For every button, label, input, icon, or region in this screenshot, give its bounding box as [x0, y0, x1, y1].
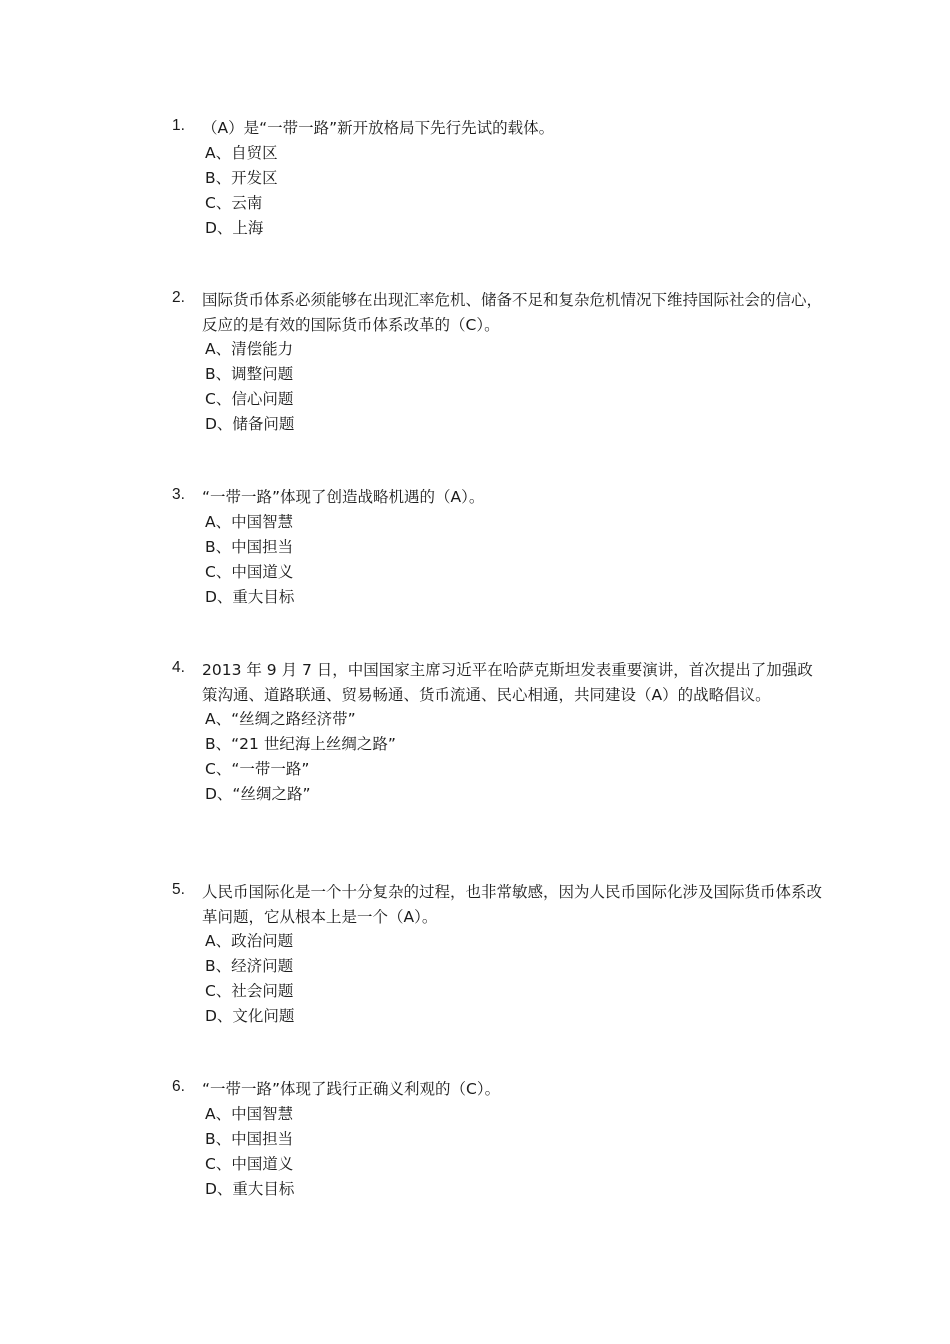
- question-number: 4.: [172, 659, 185, 676]
- option-a: A、政治问题: [205, 932, 294, 950]
- option-c: C、云南: [205, 193, 263, 212]
- question-number: 2.: [172, 289, 185, 306]
- option-a: A、清偿能力: [205, 340, 294, 358]
- option-d: D、文化问题: [205, 1007, 295, 1025]
- question-text: 2013 年 9 月 7 日，中国国家主席习近平在哈萨克斯坦发表重要演讲，首次提出了加强政策沟通、道路联通、贸易畅通、货币流通、民心相通，共同建设（A）的战略倡议。: [202, 661, 813, 704]
- option-d: D、上海: [205, 218, 264, 237]
- question-1: [172, 116, 822, 241]
- question-text: （A）是“一带一路”新开放格局下先行先试的载体。: [202, 119, 555, 137]
- option-b: B、“21 世纪海上丝绸之路”: [205, 735, 396, 753]
- option-a: A、“丝绸之路经济带”: [205, 710, 356, 728]
- question-3: [172, 485, 822, 610]
- question-number: 5.: [172, 881, 185, 898]
- question-number: 6.: [172, 1078, 185, 1095]
- option-d: D、重大目标: [205, 1179, 295, 1198]
- option-b: B、中国担当: [205, 537, 294, 556]
- question-text: “一带一路”体现了创造战略机遇的（A）。: [202, 488, 485, 506]
- option-b: B、中国担当: [205, 1129, 294, 1148]
- question-number: 1.: [172, 117, 185, 134]
- option-list: [172, 1102, 822, 1202]
- option-list: [172, 337, 822, 437]
- question-5: [172, 880, 822, 1029]
- question-2: [172, 288, 822, 437]
- option-a: A、中国智慧: [205, 512, 294, 531]
- question-text: 人民币国际化是一个十分复杂的过程，也非常敏感，因为人民币国际化涉及国际货币体系改革问题，它从根本上是一个（A）。: [202, 883, 823, 926]
- question-number: 3.: [172, 486, 185, 503]
- option-c: C、社会问题: [205, 982, 294, 1000]
- option-c: C、中国道义: [205, 562, 294, 581]
- option-list: [172, 929, 822, 1029]
- option-a: A、自贸区: [205, 143, 278, 162]
- option-list: [172, 707, 822, 807]
- option-b: B、调整问题: [205, 365, 294, 383]
- question-6: [172, 1077, 822, 1202]
- option-a: A、中国智慧: [205, 1104, 294, 1123]
- option-c: C、信心问题: [205, 390, 294, 408]
- question-text: 国际货币体系必须能够在出现汇率危机、储备不足和复杂危机情况下维持国际社会的信心，反应的是有效的国际货币体系改革的（C）。: [202, 291, 823, 334]
- option-d: D、重大目标: [205, 587, 295, 606]
- option-list: [172, 141, 822, 241]
- question-4: [172, 658, 822, 807]
- option-list: [172, 510, 822, 610]
- question-text: “一带一路”体现了践行正确义利观的（C）。: [202, 1080, 501, 1098]
- option-d: D、储备问题: [205, 415, 295, 433]
- option-d: D、“丝绸之路”: [205, 785, 311, 803]
- option-b: B、开发区: [205, 168, 278, 187]
- option-b: B、经济问题: [205, 957, 294, 975]
- option-c: C、中国道义: [205, 1154, 294, 1173]
- option-c: C、“一带一路”: [205, 760, 310, 778]
